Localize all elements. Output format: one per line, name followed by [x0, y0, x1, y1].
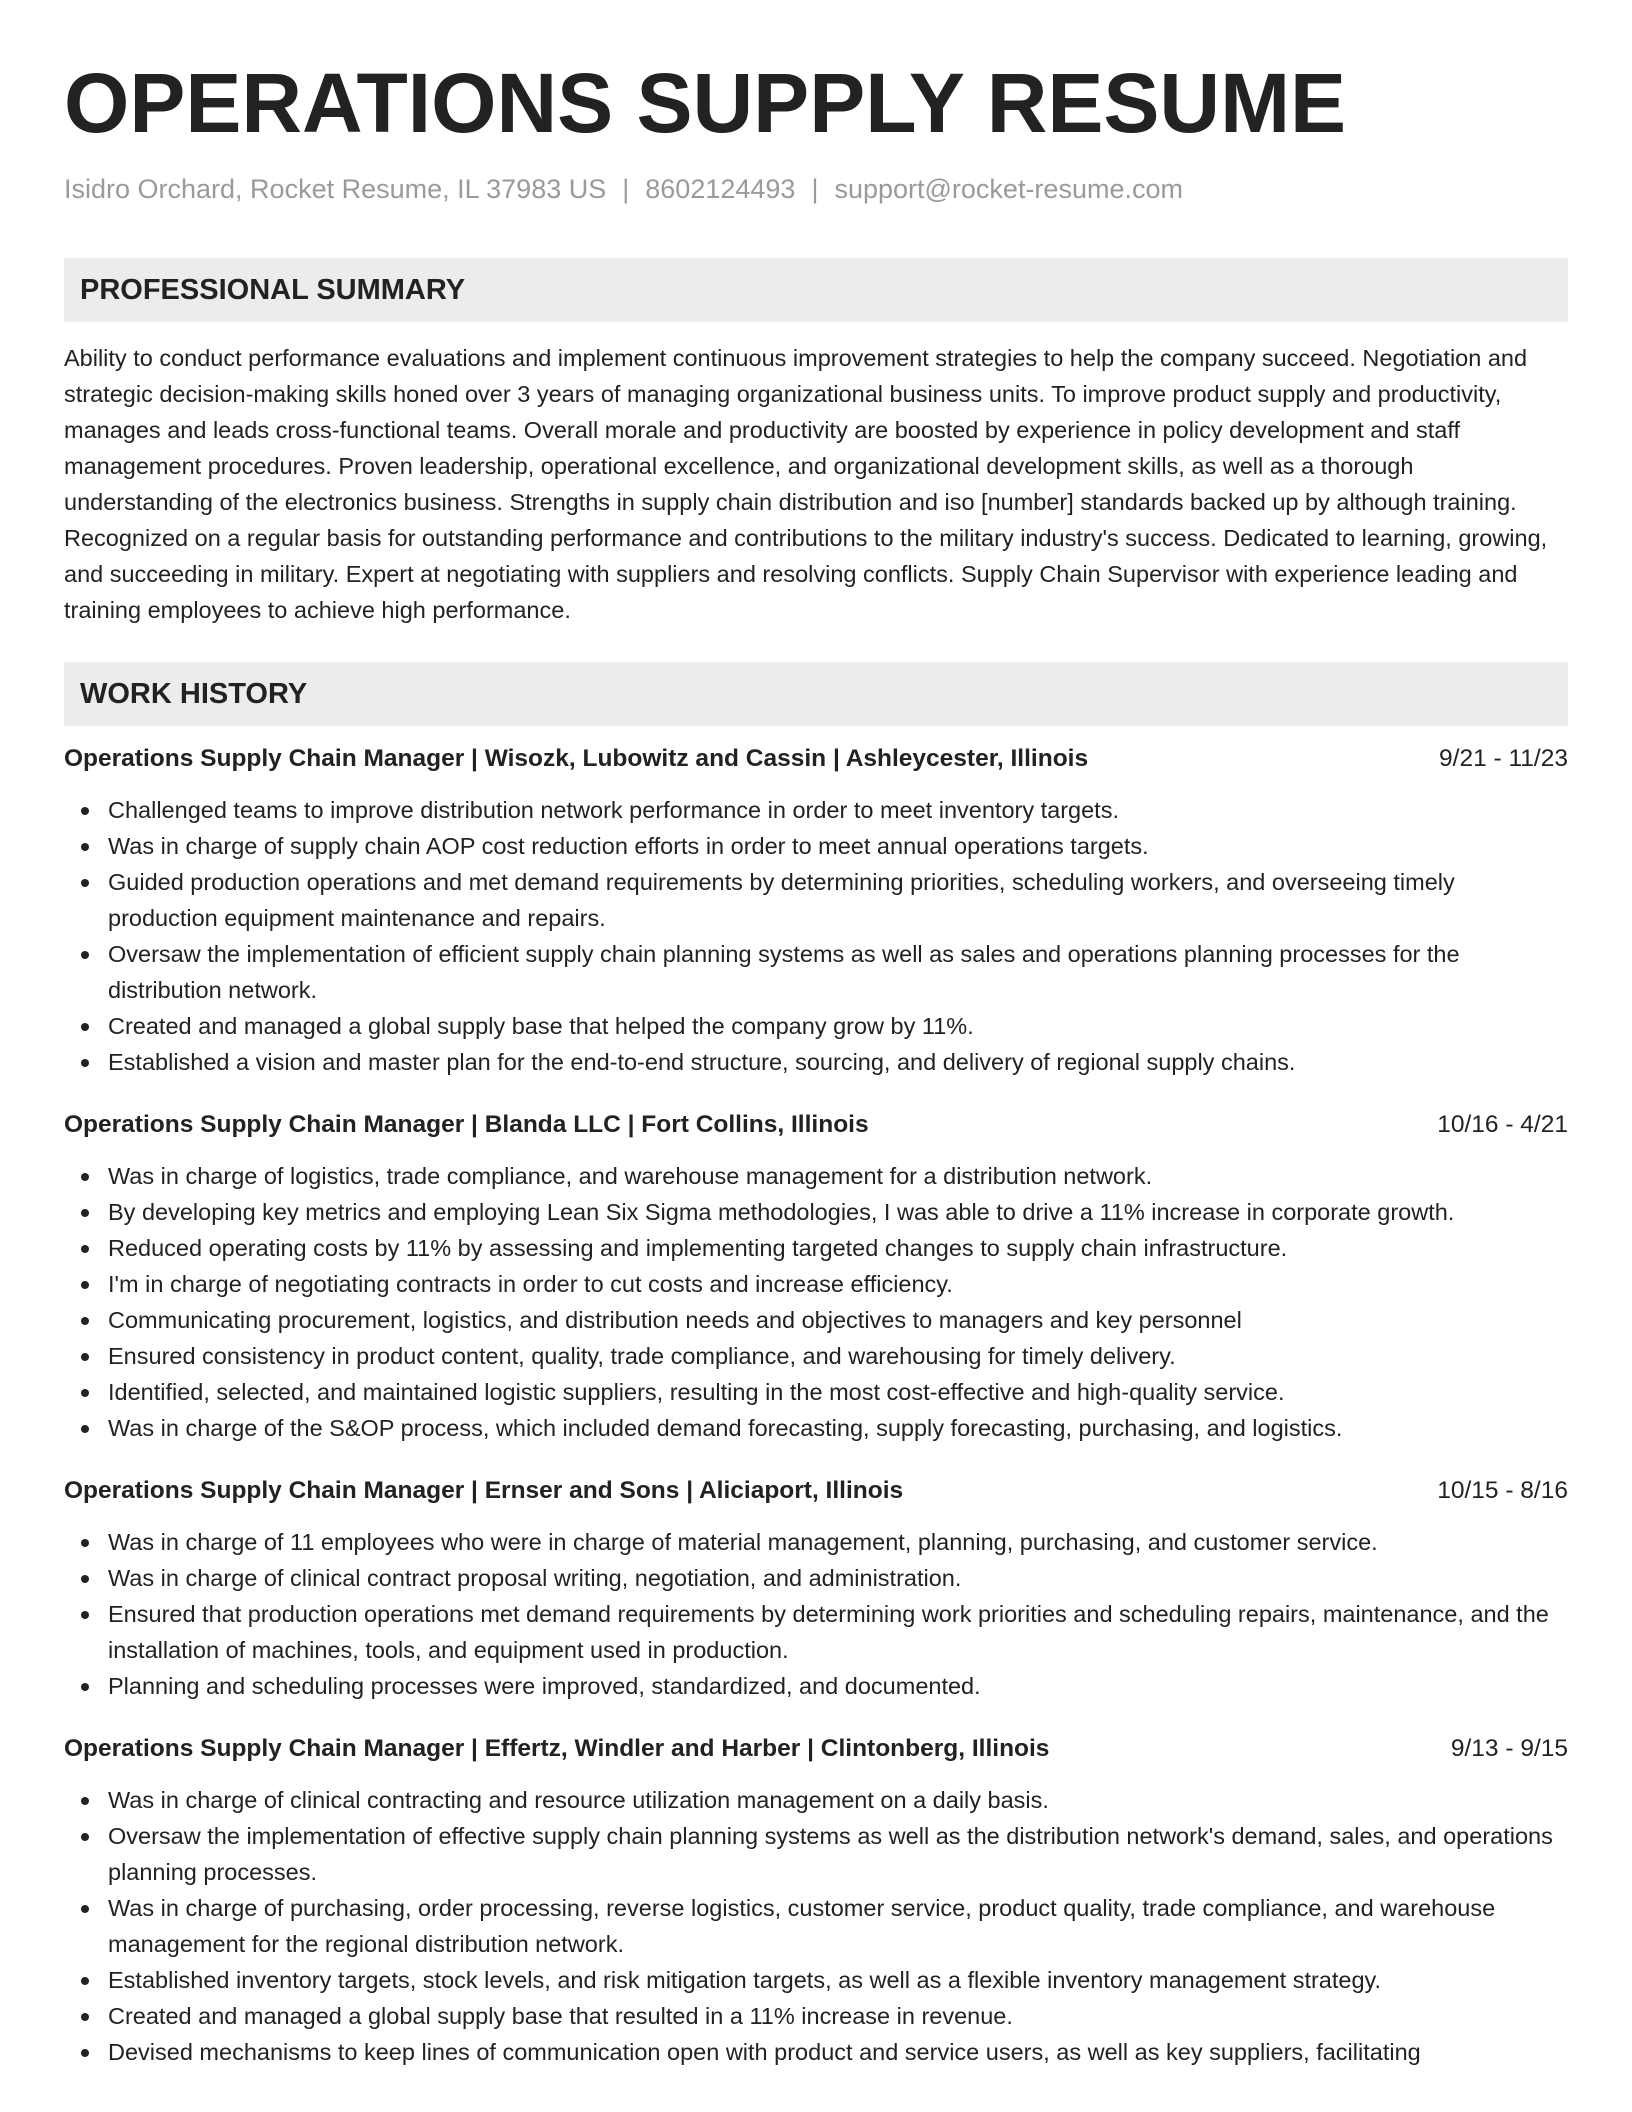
job-dates: 9/13 - 9/15 [1450, 1735, 1568, 1762]
job-bullet-list [64, 1782, 1568, 2070]
work-history-list [64, 742, 1568, 2070]
job-header [64, 742, 1568, 776]
job-bullet: Established inventory targets, stock levels, and risk mitigation targets, as well as a flexible inventory management strategy. [64, 1962, 1568, 1998]
job-header [64, 1474, 1568, 1508]
contact-email: support@rocket-resume.com [834, 174, 1183, 204]
job-bullet: Was in charge of clinical contract proposal writing, negotiation, and administration. [64, 1560, 1568, 1596]
section-heading-summary: PROFESSIONAL SUMMARY [64, 258, 1568, 322]
job-title: Operations Supply Chain Manager | Blanda LLC | Fort Collins, Illinois [64, 1111, 869, 1138]
job-dates: 9/21 - 11/23 [1439, 745, 1568, 772]
job-bullet: Ensured consistency in product content, quality, trade compliance, and warehousing for timely delivery. [64, 1338, 1568, 1374]
job-bullet: Created and managed a global supply base that helped the company grow by 11%. [64, 1008, 1568, 1044]
job-header [64, 1732, 1568, 1766]
resume-title: OPERATIONS SUPPLY RESUME [64, 56, 1347, 150]
job-bullet: Established a vision and master plan for the end-to-end structure, sourcing, and delivery of regional supply chains. [64, 1044, 1568, 1080]
job-bullet: By developing key metrics and employing Lean Six Sigma methodologies, I was able to drive a 11% increase in corporate growth. [64, 1194, 1568, 1230]
job-bullet: Reduced operating costs by 11% by assessing and implementing targeted changes to supply chain infrastructure. [64, 1230, 1568, 1266]
contact-separator: | [811, 174, 819, 204]
section-heading-work-history: WORK HISTORY [64, 662, 1568, 726]
job-title: Operations Supply Chain Manager | Ernser and Sons | Aliciaport, Illinois [64, 1477, 904, 1504]
job-bullet: Identified, selected, and maintained logistic suppliers, resulting in the most cost-effective and high-quality service. [64, 1374, 1568, 1410]
job-entry [64, 742, 1568, 1080]
contact-phone: 8602124493 [645, 174, 796, 204]
job-entry [64, 1474, 1568, 1704]
job-bullet: Was in charge of purchasing, order processing, reverse logistics, customer service, product quality, trade compliance, and warehouse management for the regional distribution network. [64, 1890, 1568, 1962]
job-bullet: Guided production operations and met demand requirements by determining priorities, scheduling workers, and overseeing timely production equipment maintenance and repairs. [64, 864, 1568, 936]
job-bullet: Was in charge of clinical contracting and resource utilization management on a daily basis. [64, 1782, 1568, 1818]
job-bullet-list [64, 1158, 1568, 1446]
job-title: Operations Supply Chain Manager | Effertz, Windler and Harber | Clintonberg, Illinois [64, 1735, 1050, 1762]
job-bullet: Ensured that production operations met demand requirements by determining work priorities and scheduling repairs, maintenance, and the installation of machines, tools, and equipment used in production. [64, 1596, 1568, 1668]
job-bullet: Oversaw the implementation of efficient supply chain planning systems as well as sales and operations planning processes for the distribution network. [64, 936, 1568, 1008]
job-bullet: Devised mechanisms to keep lines of communication open with product and service users, as well as key suppliers, facilitating [64, 2034, 1568, 2070]
job-bullet: Was in charge of supply chain AOP cost reduction efforts in order to meet annual operations targets. [64, 828, 1568, 864]
contact-separator: | [622, 174, 630, 204]
job-header [64, 1108, 1568, 1142]
job-bullet: Was in charge of the S&OP process, which included demand forecasting, supply forecasting, purchasing, and logistics. [64, 1410, 1568, 1446]
job-dates: 10/15 - 8/16 [1437, 1477, 1568, 1504]
job-title: Operations Supply Chain Manager | Wisozk, Lubowitz and Cassin | Ashleycester, Illinois [64, 745, 1089, 772]
job-entry [64, 1108, 1568, 1446]
job-bullet: Planning and scheduling processes were improved, standardized, and documented. [64, 1668, 1568, 1704]
job-bullet: I'm in charge of negotiating contracts in order to cut costs and increase efficiency. [64, 1266, 1568, 1302]
job-bullet: Challenged teams to improve distribution network performance in order to meet inventory targets. [64, 792, 1568, 828]
contact-line [64, 172, 1568, 206]
job-bullet-list [64, 792, 1568, 1080]
job-bullet: Oversaw the implementation of effective supply chain planning systems as well as the distribution network's demand, sales, and operations planning processes. [64, 1818, 1568, 1890]
job-dates: 10/16 - 4/21 [1437, 1111, 1568, 1138]
job-bullet-list [64, 1524, 1568, 1704]
job-bullet: Created and managed a global supply base that resulted in a 11% increase in revenue. [64, 1998, 1568, 2034]
resume-page [64, 0, 1568, 2070]
job-bullet: Was in charge of logistics, trade compliance, and warehouse management for a distribution network. [64, 1158, 1568, 1194]
job-bullet: Was in charge of 11 employees who were in charge of material management, planning, purchasing, and customer service. [64, 1524, 1568, 1560]
job-bullet: Communicating procurement, logistics, and distribution needs and objectives to managers and key personnel [64, 1302, 1568, 1338]
contact-address: Isidro Orchard, Rocket Resume, IL 37983 US [64, 174, 607, 204]
job-entry [64, 1732, 1568, 2070]
summary-text: Ability to conduct performance evaluations and implement continuous improvement strategies to help the company succeed. Negotiation and strategic decision-making skills honed over 3 years of managing organizational business units. To improve product supply and productivity, manages and leads cross-functional teams. Overall morale and productivity are boosted by experience in policy development and staff management procedures. Proven leadership, operational excellence, and organizational development skills, as well as a thorough understanding of the electronics business. Strengths in supply chain distribution and iso [number] standards backed up by although training. Recognized on a regular basis for outstanding performance and contributions to the military industry's success. Dedicated to learning, growing, and succeeding in military. Expert at negotiating with suppliers and resolving conflicts. Supply Chain Supervisor with experience leading and training employees to achieve high performance. [64, 345, 1548, 623]
